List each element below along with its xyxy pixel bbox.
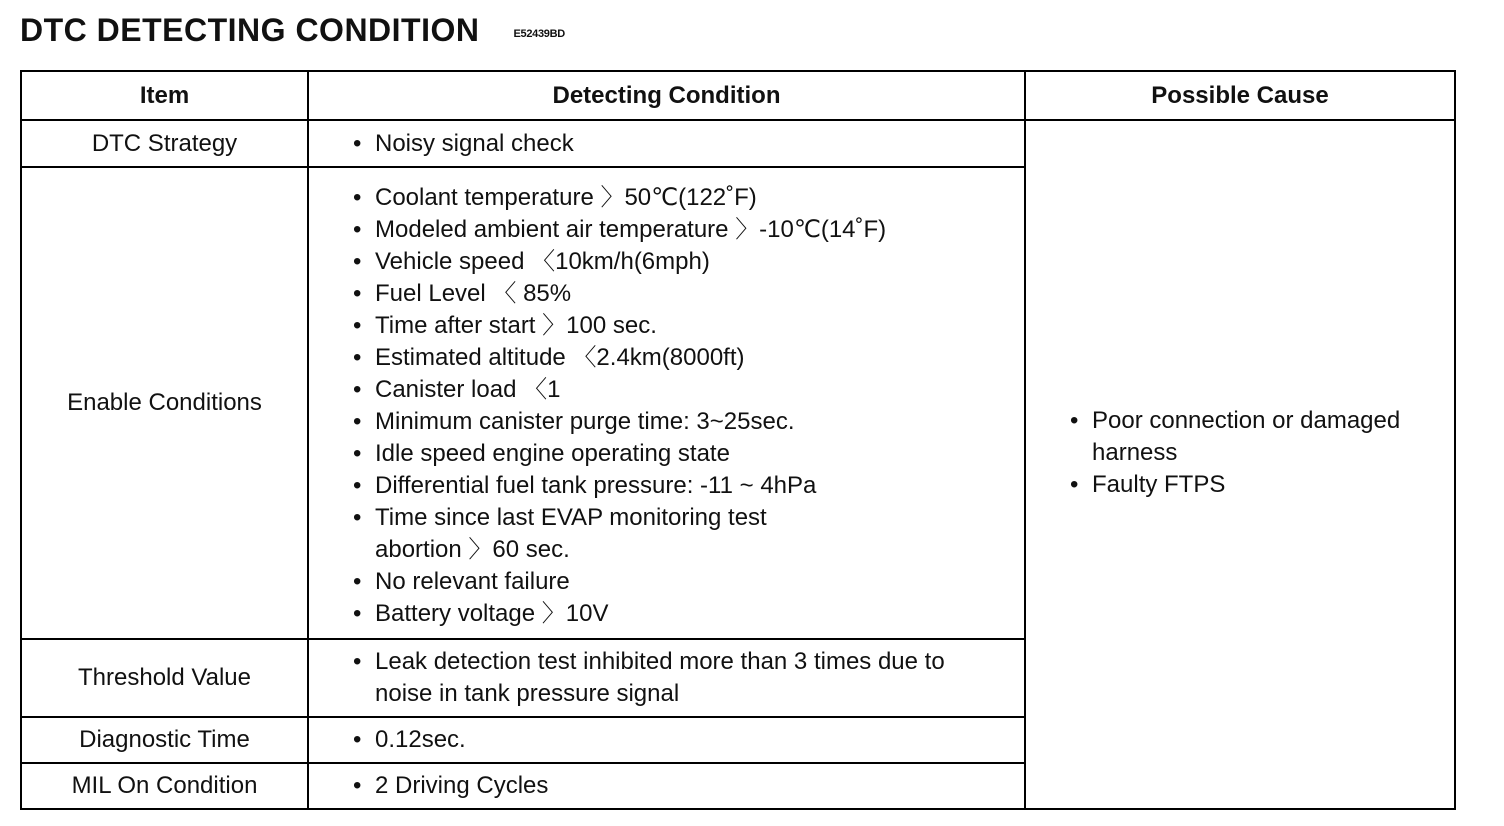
condition-item: • Leak detection test inhibited more than 3 times due to noise in tank pressure signal — [345, 646, 975, 710]
row-conditions — [308, 763, 1025, 809]
page-title: DTC DETECTING CONDITION — [20, 11, 480, 48]
condition-item: • 0.12sec. — [345, 724, 1024, 756]
condition-item: • Differential fuel tank pressure: -11 ~ 4hPa — [345, 470, 1024, 502]
row-conditions — [308, 639, 1025, 717]
column-header-possible-cause: Possible Cause — [1025, 71, 1455, 120]
header-row — [21, 71, 1455, 120]
column-header-detecting-condition: Detecting Condition — [308, 71, 1025, 120]
row-item-label: Diagnostic Time — [21, 717, 308, 763]
condition-item: • Vehicle speed 〈10km/h(6mph) — [345, 246, 1024, 278]
condition-item: • Estimated altitude 〈2.4km(8000ft) — [345, 342, 1024, 374]
row-conditions — [308, 167, 1025, 639]
image-code: E52439BD — [513, 28, 565, 40]
row-conditions — [308, 120, 1025, 167]
condition-item: • Canister load 〈1 — [345, 374, 1024, 406]
condition-item: • Battery voltage 〉10V — [345, 598, 1024, 630]
row-item-label: DTC Strategy — [21, 120, 308, 167]
row-conditions — [308, 717, 1025, 763]
row-item-label: MIL On Condition — [21, 763, 308, 809]
possible-cause-item: • Poor connection or damaged harness — [1062, 405, 1454, 469]
row-item-label: Threshold Value — [21, 639, 308, 717]
condition-item: • Coolant temperature 〉50℃(122˚F) — [345, 182, 1024, 214]
condition-item: • 2 Driving Cycles — [345, 770, 1024, 802]
table-row-dtc-strategy — [21, 120, 1455, 167]
possible-cause-item: • Faulty FTPS — [1062, 469, 1454, 501]
condition-item: • Noisy signal check — [345, 128, 1024, 160]
condition-item: • Modeled ambient air temperature 〉-10℃(14˚F) — [345, 214, 1024, 246]
dtc-condition-table — [20, 70, 1456, 810]
title-row — [20, 8, 565, 52]
condition-item: • Fuel Level 〈 85% — [345, 278, 1024, 310]
column-header-item: Item — [21, 71, 308, 120]
condition-item: • Minimum canister purge time: 3~25sec. — [345, 406, 1024, 438]
condition-item: • No relevant failure — [345, 566, 1024, 598]
condition-item: • Idle speed engine operating state — [345, 438, 1024, 470]
condition-item: • Time since last EVAP monitoring test abortion 〉60 sec. — [345, 502, 855, 566]
possible-cause-cell — [1025, 120, 1455, 809]
row-item-label: Enable Conditions — [21, 167, 308, 639]
condition-item: • Time after start 〉100 sec. — [345, 310, 1024, 342]
